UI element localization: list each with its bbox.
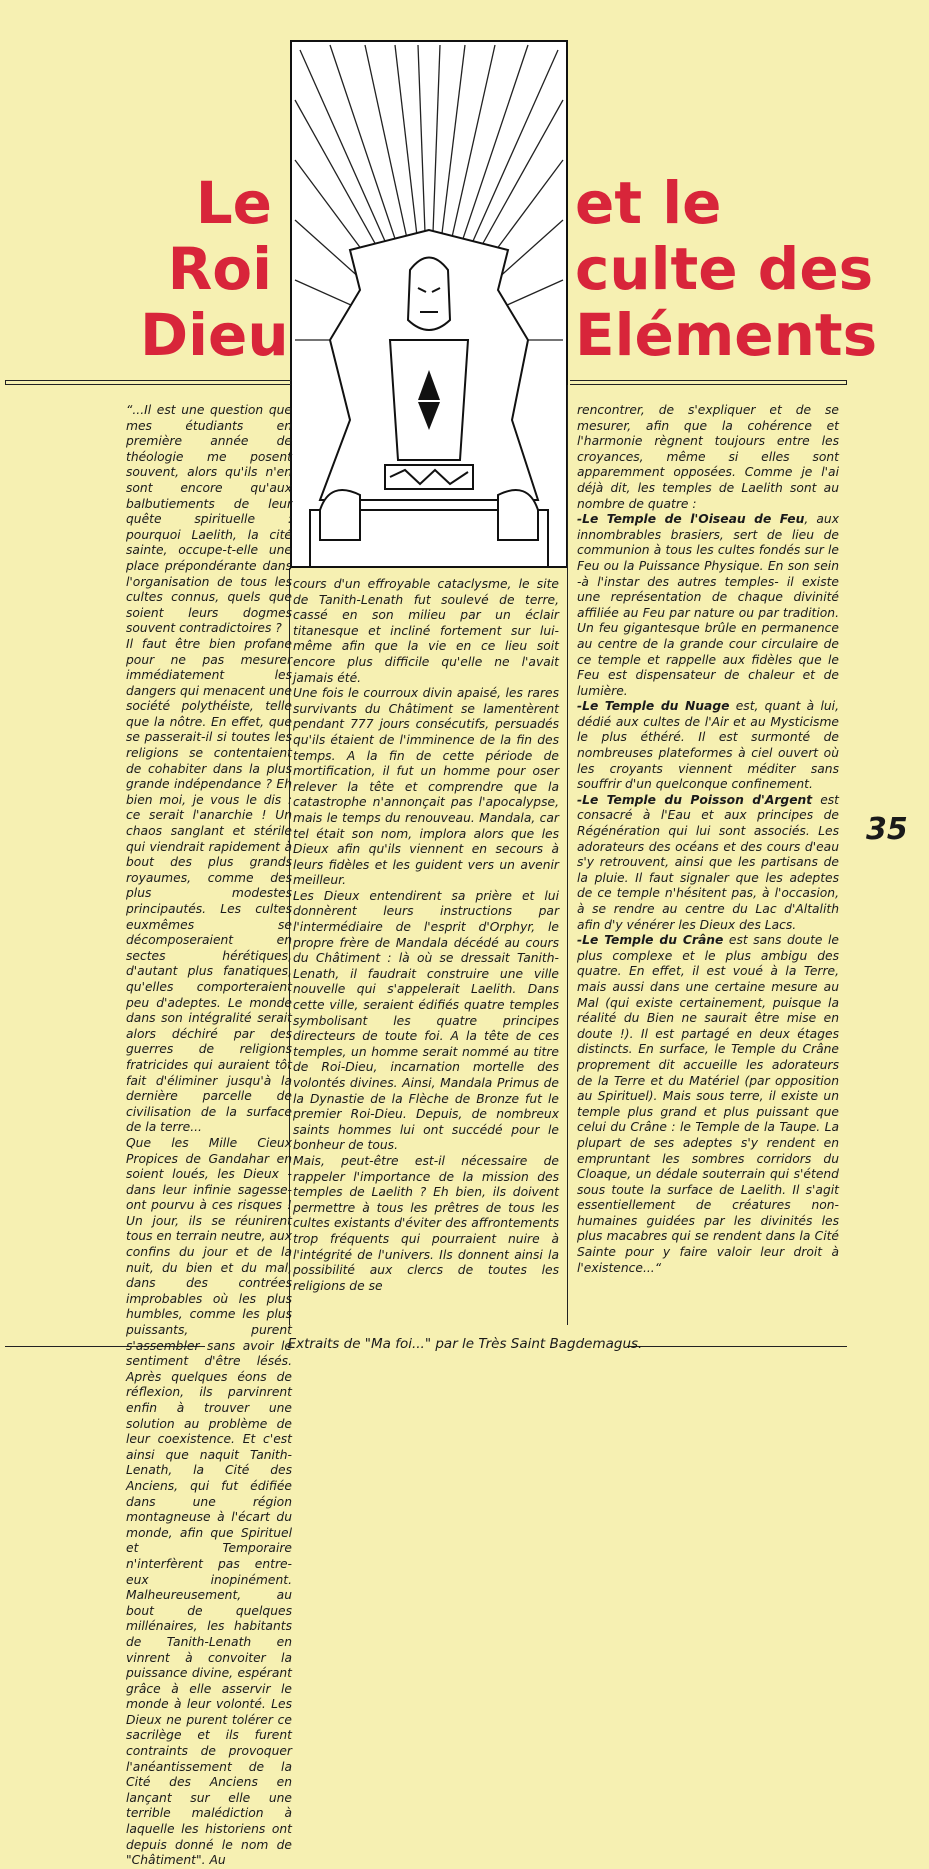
column-left xyxy=(126,403,292,1868)
temple-skull-text: est sans doute le plus complexe et le plus ambigu des quatre. En effet, il est voué à la Terre, mais aussi dans une certaine mesure au Mal (qui existe certainement, puisque la réalité du Bien ne saurait être mise en doute !). Il est partagé en deux étages distincts. En surface, le Temple du Crâne proprement dit accueille les adorateurs de la Terre et du Matériel (par opposition au Spirituel). Mais sous terre, il existe un temple plus grand et plus puissant que celui du Crâne : le Temple de la Taupe. La plupart de ses adeptes s'y rendent en empruntant les sombres corridors du Cloaque, un dédale souterrain qui s'étend sous toute la surface de Laelith. Il s'agit essentiellement de créatures non-humaines guidées par les divinités les plus macabres qui se rendent dans la Cité Sainte pour y faire valoir leur droit à l'existence...“ xyxy=(577,933,839,1275)
title-right-line-2: culte des xyxy=(575,235,874,303)
temple-fish-name: -Le Temple du Poisson d'Argent xyxy=(577,792,813,807)
temple-fish-text: est consacré à l'Eau et aux principes de Régénération qui lui sont associés. Les adorateurs des océans et des cours d'eau s'y retrouvent, ainsi que les partisans de la pluie. Il faut signaler que les adeptes de ce temple n'hésitent pas, à l'occasion, à se rendre au centre du Lac d'Altalith afin d'y vénérer les Dieux des Lacs. xyxy=(577,792,840,932)
right-top-rule xyxy=(570,380,847,381)
paragraph: Une fois le courroux divin apaisé, les rares survivants du Châtiment se lamentèrent pendant 777 jours consécutifs, persuadés qu'ils étaient de l'imminence de la fin des temps. A la fin de cette période de mortification, il fut un homme pour oser relever la tête et comprendre que la catastrophe n'annonçait pas l'apocalypse, mais le temps du renouveau. Mandala, car tel était son nom, implora alors que les Dieux afin qu'ils viennent en secours à leurs fidèles et les guident vers un avenir meilleur. xyxy=(293,686,559,888)
paragraph: Que les Mille Cieux Propices de Gandahar en soient loués, les Dieux -dans leur infinie sagesse- ont pourvu à ces risques ! Un jour, ils se réunirent tous en terrain neutre, aux confins du jour et de la nuit, du bien et du mal, dans des contrées improbables où les plus humbles, comme les plus puissants, purent s'assembler sans avoir le sentiment d'être lésés. Après quelques éons de réflexion, ils parvinrent enfin à trouver une solution au problème de leur coexistence. Et c'est ainsi que naquit Tanith-Lenath, la Cité des Anciens, qui fut édifiée dans une région montagneuse à l'écart du monde, afin que Spirituel et Temporaire n'interfèrent pas entre-eux inopinément. Malheureusement, au bout de quelques millénaires, les habitants de Tanith-Lenath en vinrent à convoiter la puissance divine, espérant grâce à elle asservir le monde à leur volonté. Les Dieux ne purent tolérer ce sacrilège et ils furent contraints de provoquer l'anéantissement de la Cité des Anciens en lançant sur elle une terrible malédiction à laquelle les historiens ont depuis donné le nom de "Châtiment". Au xyxy=(126,1135,292,1868)
credit-line: Extraits de "Ma foi..." par le Très Saint Bagdemagus. xyxy=(287,1336,643,1352)
title-left-line-1: Le xyxy=(195,169,272,237)
paragraph: rencontrer, de s'expliquer et de se mesurer, afin que la cohérence et l'harmonie règnent toujours entre les croyances, même si elles sont apparemment opposées. Comme je l'ai déjà dit, les temples de Laelith sont au nombre de quatre : xyxy=(577,403,839,511)
temple-fire-name: -Le Temple de l'Oiseau de Feu xyxy=(577,512,805,527)
temple-skull-paragraph xyxy=(577,933,839,1276)
title-left xyxy=(140,169,289,369)
paragraph: cours d'un effroyable cataclysme, le site de Tanith-Lenath fut soulevé de terre, cassé en son milieu par un éclair titanesque et incliné fortement sur lui-même afin que la vie en ce lieu soit encore plus difficile qu'elle ne l'avait jamais été. xyxy=(293,577,559,685)
paragraph: “...Il est une question que mes étudiants en première année de théologie me posent souvent, alors qu'ils n'en sont encore qu'aux balbutiements de leur quête spirituelle : pourquoi Laelith, la cité sainte, occupe-t-elle une place prépondérante dans l'organisation de tous les cultes connus, quels que soient leurs dogmes souvent contradictoires ? xyxy=(126,403,292,636)
temple-fire-paragraph xyxy=(577,512,839,699)
column-right xyxy=(577,403,839,1315)
title-left-line-2: Roi xyxy=(167,235,272,303)
page-number: 35 xyxy=(866,812,908,847)
left-top-rule-2 xyxy=(5,384,291,385)
left-top-rule xyxy=(5,380,291,381)
paragraph: Il faut être bien profane pour ne pas mesurer immédiatement les dangers qui menacent une société polythéiste, telle que la nôtre. En effet, que se passerait-il si toutes les religions se contentaient de cohabiter dans la plus grande indépendance ? Eh bien moi, je vous le dis : ce serait l'anarchie ! Un chaos sanglant et stérile qui viendrait rapidement à bout des plus grands royaumes, comme des plus modestes principautés. Les cultes euxmêmes se décomposeraient en sectes hérétiques, d'autant plus fanatiques, qu'elles comporteraient peu d'adeptes. Le monde dans son intégralité serait alors déchiré par des guerres de religions fratricides qui auraient tôt fait d'éliminer jusqu'à la dernière parcelle de civilisation de la surface de la terre... xyxy=(126,636,292,1135)
temple-cloud-name: -Le Temple du Nuage xyxy=(577,699,730,714)
temple-fish-paragraph xyxy=(577,793,839,933)
title-left-line-3: Dieu xyxy=(140,301,289,369)
temple-cloud-paragraph xyxy=(577,699,839,793)
left-rule-cap xyxy=(5,380,6,385)
right-top-rule-2 xyxy=(570,384,847,385)
title-right xyxy=(575,169,878,369)
god-king-illustration xyxy=(290,40,568,568)
temple-cloud-text: est, quant à lui, dédié aux cultes de l'Air et au Mysticisme le plus éthéré. Il est surmonté de nombreuses plateformes à ciel ouvert où les croyants viennent méditer sans souffrir d'un quelconque confinement. xyxy=(577,699,839,792)
column-divider-right xyxy=(567,385,568,1325)
temple-skull-name: -Le Temple du Crâne xyxy=(577,933,724,948)
column-middle xyxy=(293,577,559,1307)
temple-fire-text: , aux innombrables brasiers, sert de lieu de communion à tous les cultes fondés sur le Feu ou la Puissance Physique. En son sein -à l'instar des autres temples- il existe une représentation de chaque divinité affiliée au Feu par nature ou par tradition. Un feu gigantesque brûle en permanence au centre de la grande cour circulaire de ce temple et rappelle aux fidèles que le Feu est dispensateur de chaleur et de lumière. xyxy=(577,512,839,698)
paragraph: Les Dieux entendirent sa prière et lui donnèrent leurs instructions par l'intermédiaire de l'esprit d'Orphyr, le propre frère de Mandala décédé au cours du Châtiment : là où se dressait Tanith-Lenath, il faudrait construire une ville nouvelle qui s'appelerait Laelith. Dans cette ville, seraient édifiés quatre temples symbolisant les quatre principes directeurs de toute foi. A la tête de ces temples, un homme serait nommé au titre de Roi-Dieu, incarnation mortelle des volontés divines. Ainsi, Mandala Primus de la Dynastie de la Flèche de Bronze fut le premier Roi-Dieu. Depuis, de nombreux saints hommes lui ont succédé pour le bonheur de tous. xyxy=(293,888,559,1153)
title-right-line-3: Eléments xyxy=(575,301,878,369)
title-right-line-1: et le xyxy=(575,169,722,237)
paragraph: Mais, peut-être est-il nécessaire de rappeler l'importance de la mission des temples de Laelith ? Eh bien, ils doivent permettre à tous les prêtres de tous les cultes existants d'éviter des affrontements trop fréquents qui pourraient nuire à l'intégrité de l'univers. Ils donnent ainsi la possibilité aux clercs de toutes les religions de se xyxy=(293,1153,559,1293)
right-rule-cap xyxy=(846,380,847,385)
